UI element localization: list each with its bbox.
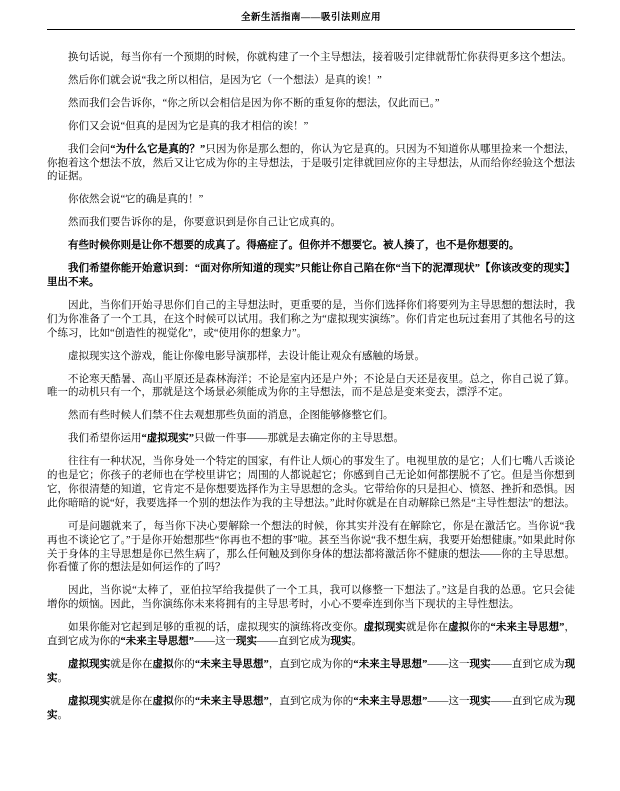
paragraph	[47, 193, 575, 207]
paragraph	[47, 51, 575, 65]
text-run: ——这一	[427, 695, 470, 707]
text-run: 你的	[173, 659, 195, 670]
text-run: 我们希望你运用	[68, 433, 142, 445]
text-run: 可是问题就来了，每当你下决心要解除一个想法的时候，你其实并没有在解除它，你是在激活它。当你说“我再也不谈论它了。”于是你开始想那些“你再也不想的事”啦。甚至当你说“我不想生病，我要开始想健康。”如果此时你关于身体的主导思想是你已然生病了，那么任何触及到你身体的想法都将激活你不健康的想法——你的主导思想。你看懂了你的想法是如何运作的了吗？	[47, 520, 575, 574]
paragraph	[47, 695, 575, 723]
text-run: 虚拟现实这个游戏，能让你像电影导演那样，去设计能让观众有感触的场景。	[68, 350, 425, 362]
paragraph	[47, 373, 575, 401]
text-run: ，直到它成为你的	[268, 659, 354, 670]
bold-text-run: “未来主导思想”	[490, 622, 565, 634]
text-run: 只因为你是那么想的，你认为它是真的。只因为不知道你从哪里捡来一个想法，你抱着这个想法不放，然后又让它成为你的主导想法，于是吸引定律就回应你的主导想法，从而给你经验这个想法的证据。	[47, 143, 575, 183]
bold-text-run: 现实	[469, 659, 491, 670]
bold-text-run: 虚拟	[448, 622, 470, 634]
paragraph	[47, 216, 575, 230]
bold-text-run: “为什么它是真的？”	[110, 143, 206, 155]
paragraph	[47, 621, 575, 649]
text-run: 。	[351, 636, 362, 648]
bold-text-run: “未来主导思想”	[353, 659, 428, 670]
paragraph	[47, 350, 575, 364]
text-run: 就是你在	[406, 622, 449, 634]
bold-text-run: “未来主导思想”	[120, 636, 194, 648]
text-run: 往往有一种状况，当你身处一个特定的国家，有件让人烦心的事发生了。电视里放的是它；人们七嘴八舌谈论的也是它；你孩子的老师也在学校里讲它；周围的人都说起它；你感到自己无论如何都摆脱不了它。但是当你想到它，你很清楚的知道，它肯定不是你想要选择作为主导思想的念头。它带给你的只是担心、愤怒、挫折和恐惧。因此你暗暗的说“好，我要选择一个别的想法作为我的主导想法。”此时你就是在自动解除已然是“主导性想法”的想法。	[47, 456, 575, 509]
text-run: ，直到它成为你的	[47, 622, 575, 648]
text-run: 我们会问	[68, 143, 111, 155]
paragraph	[47, 143, 575, 185]
text-run: ——直到它成为	[490, 659, 565, 670]
bold-text-run: 虚拟	[152, 659, 174, 670]
paragraph	[47, 455, 575, 511]
document-body	[47, 51, 575, 723]
header-rule	[47, 29, 575, 30]
bold-text-run: 现实	[236, 636, 257, 648]
bold-text-run: 现实	[47, 695, 576, 721]
text-run: 如果你能对它起到足够的重视的话，虚拟现实的演练将改变你。	[68, 622, 364, 634]
bold-text-run: 虚拟	[152, 695, 174, 707]
text-run: 然而有些时候人们禁不住去观想那些负面的消息，企图能够修整它们。	[68, 410, 394, 422]
paragraph	[47, 239, 575, 253]
paragraph	[47, 120, 575, 134]
bold-text-run: 虚拟现实	[68, 659, 111, 670]
text-run: 然而我们要告诉你的是，你要意识到是你自己让它成真的。	[68, 217, 341, 229]
text-run: 你的	[173, 695, 195, 707]
text-run: 。	[57, 672, 68, 684]
text-run: ——直到它成为	[257, 636, 331, 648]
paragraph	[47, 262, 575, 290]
text-run: ——这一	[194, 636, 236, 648]
bold-text-run: 我们希望你能开始意识到：“面对你所知道的现实”只能让你自己陷在你“当下的泥潭现状”【你该改变的现实】里出不来。	[47, 263, 575, 288]
bold-text-run: “未来主导思想”	[353, 695, 428, 707]
text-run: 就是你在	[110, 659, 153, 670]
bold-text-run: “未来主导思想”	[194, 659, 269, 670]
bold-text-run: 有些时候你则是让你不想要的成真了。得癌症了。但你并不想要它。被人揍了，也不是你想要的。	[68, 240, 520, 252]
bold-text-run: 现实	[330, 636, 352, 648]
text-run: 就是你在	[110, 695, 153, 707]
text-run: 只做一件事——那就是去确定你的主导思想。	[194, 433, 404, 445]
text-run: 不论寒天酷暑、高山平原还是森林海洋；不论是室内还是户外；不论是白天还是夜里。总之，你自己说了算。唯一的动机只有一个，那就是这个场景必须能成为你的主导想法，而不是总是变来变去，漂浮不定。	[47, 373, 575, 399]
header-title: 全新生活指南——吸引法则应用	[240, 13, 381, 23]
text-run: 因此，当你们开始寻思你们自己的主导想法时，更重要的是，当你们选择你们将要列为主导思想的想法时，我们为你准备了一个工具，在这个时候可以试用。我们称之为“虚拟现实演练”。你们肯定也玩过套用了其他名号的这个练习，比如“创造性的视觉化”，或“使用你的想象力”。	[47, 299, 575, 339]
bold-text-run: 虚拟现实	[363, 622, 406, 634]
text-run: 然后你们就会说“我之所以相信，是因为它（一个想法）是真的诶！”	[68, 74, 382, 86]
paragraph	[47, 584, 575, 612]
bold-text-run: 现实	[469, 695, 491, 707]
bold-text-run: 现实	[47, 659, 576, 684]
text-run: 你们又会说“但真的是因为它是真的我才相信的诶！”	[68, 120, 309, 132]
text-run: ，直到它成为你的	[268, 695, 354, 707]
text-run: 。	[57, 709, 68, 721]
bold-text-run: “未来主导思想”	[194, 695, 269, 707]
paragraph	[47, 299, 575, 341]
paragraph	[47, 432, 575, 446]
bold-text-run: “虚拟现实”	[141, 433, 194, 445]
text-run: 你依然会说“它的确是真的！”	[68, 194, 204, 206]
text-run: 然而我们会告诉你，“你之所以会相信是因为你不断的重复你的想法，仅此而已。”	[68, 97, 440, 109]
bold-text-run: 虚拟现实	[68, 695, 111, 707]
paragraph	[47, 409, 575, 423]
page-header	[47, 12, 575, 24]
text-run: ——这一	[427, 659, 470, 670]
text-run: 换句话说，每当你有一个预期的时候，你就构建了一个主导想法，接着吸引定律就帮忙你获得更多这个想法。	[68, 52, 572, 63]
paragraph	[47, 74, 575, 88]
paragraph	[47, 97, 575, 111]
paragraph	[47, 520, 575, 576]
paragraph	[47, 658, 575, 686]
text-run: ——直到它成为	[490, 695, 565, 707]
text-run: 你的	[469, 622, 491, 634]
text-run: 因此，当你说“太棒了，亚伯拉罕给我提供了一个工具，我可以修整一下想法了。”这是自我的怂恿。它只会徒增你的烦恼。因此，当你演练你未来将拥有的主导思考时，小心不要牵连到你当下现状的主导性想法。	[47, 585, 575, 611]
